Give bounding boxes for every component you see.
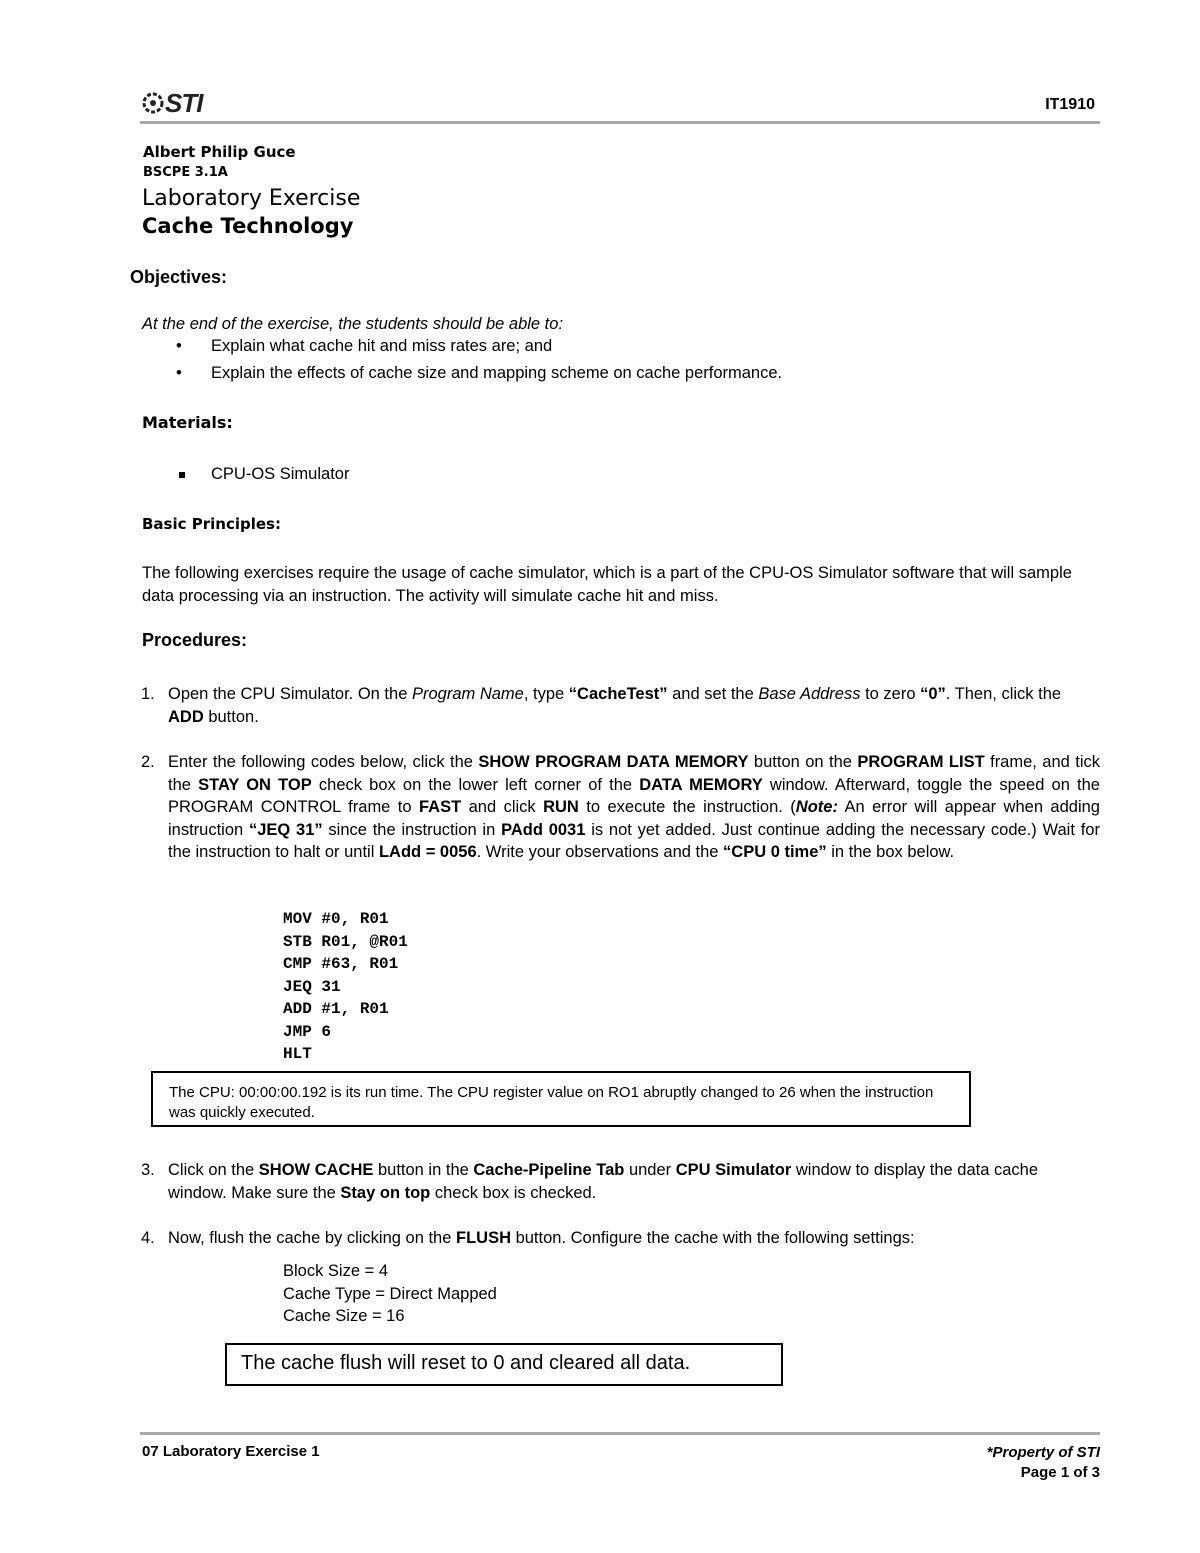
setting-line: Cache Type = Direct Mapped bbox=[283, 1284, 497, 1303]
header-divider bbox=[140, 121, 1100, 124]
sti-logo bbox=[142, 88, 202, 119]
bullet-icon: • bbox=[176, 364, 182, 382]
code-line: HLT bbox=[283, 1045, 312, 1063]
procedure-step-2: 2. Enter the following codes below, click the SHOW PROGRAM DATA MEMORY button on the PROGRAM LIST frame, and tick the STAY ON TOP check box on the lower left corner of the DATA MEMORY window. Afterward, toggle the speed on the PROGRAM CONTROL frame to FAST and click RUN to execute the instruction. (Note: An error will appear when adding instruction “JEQ 31” since the instruction in PAdd 0031 is not yet added. Just continue adding the necessary code.) Wait for the instruction to halt or until LAdd = 0056. Write your observations and the “CPU 0 time” in the box below. bbox=[141, 753, 1100, 862]
student-section: BSCPE 3.1A bbox=[143, 165, 228, 180]
objective-text: Explain what cache hit and miss rates are; and bbox=[211, 337, 553, 355]
procedures-heading: Procedures: bbox=[142, 630, 248, 650]
page-number: Page 1 of 3 bbox=[1020, 1464, 1100, 1481]
document-kind: Laboratory Exercise bbox=[142, 186, 361, 211]
step-number: 2. bbox=[141, 753, 155, 771]
footer-right bbox=[987, 1443, 1100, 1483]
observation-box: The CPU: 00:00:00.192 is its run time. The CPU register value on RO1 abruptly changed to 26 when the instruction was quickly executed. bbox=[151, 1071, 971, 1127]
flush-answer-box: The cache flush will reset to 0 and cleared all data. bbox=[225, 1343, 783, 1386]
square-bullet-icon bbox=[179, 472, 185, 478]
code-line: JEQ 31 bbox=[283, 977, 341, 996]
logo-text: STI bbox=[165, 88, 203, 118]
step-number: 1. bbox=[141, 685, 155, 703]
objectives-heading: Objectives: bbox=[130, 267, 228, 287]
step-number: 3. bbox=[141, 1161, 155, 1179]
setting-line: Block Size = 4 bbox=[283, 1262, 389, 1280]
code-line: MOV #0, R01 bbox=[283, 910, 389, 928]
footer-label: 07 Laboratory Exercise 1 bbox=[142, 1443, 320, 1460]
procedure-step-1: 1. Open the CPU Simulator. On the Program Name, type “CacheTest” and set the Base Address to zero “0”. Then, click the ADD button. bbox=[141, 685, 1062, 726]
procedure-step-3: 3. Click on the SHOW CACHE button in the Cache-Pipeline Tab under CPU Simulator window to display the data cache window. Make sure the Stay on top check box is checked. bbox=[141, 1161, 1039, 1202]
list-item bbox=[176, 337, 553, 356]
basic-principles-heading: Basic Principles: bbox=[142, 515, 281, 533]
code-line: JMP 6 bbox=[283, 1022, 332, 1041]
materials-heading: Materials: bbox=[142, 413, 233, 432]
step-number: 4. bbox=[141, 1229, 155, 1247]
cache-settings bbox=[283, 1260, 497, 1328]
footer-divider bbox=[140, 1432, 1100, 1435]
basic-principles-text: The following exercises require the usage of cache simulator, which is a part of the CPU-OS Simulator software that will sample data processing via an instruction. The activity will simulate cache hit and miss. bbox=[142, 564, 1072, 605]
code-line: ADD #1, R01 bbox=[283, 1000, 389, 1018]
sti-swirl-icon bbox=[142, 92, 164, 114]
setting-line: Cache Size = 16 bbox=[283, 1307, 405, 1325]
course-code: IT1910 bbox=[1045, 96, 1095, 113]
code-listing bbox=[283, 908, 408, 1066]
list-item bbox=[176, 364, 783, 383]
student-name: Albert Philip Guce bbox=[143, 143, 296, 161]
objectives-intro: At the end of the exercise, the students should be able to: bbox=[142, 315, 564, 333]
document-title: Cache Technology bbox=[142, 214, 354, 238]
objective-text: Explain the effects of cache size and mapping scheme on cache performance. bbox=[211, 364, 783, 382]
procedure-step-4: 4. Now, flush the cache by clicking on the FLUSH button. Configure the cache with the following settings: bbox=[168, 1227, 1100, 1250]
property-notice: *Property of STI bbox=[986, 1444, 1100, 1461]
material-item: CPU-OS Simulator bbox=[211, 465, 350, 483]
code-line: STB R01, @R01 bbox=[283, 932, 408, 951]
code-line: CMP #63, R01 bbox=[283, 955, 399, 973]
bullet-icon: • bbox=[176, 337, 182, 355]
